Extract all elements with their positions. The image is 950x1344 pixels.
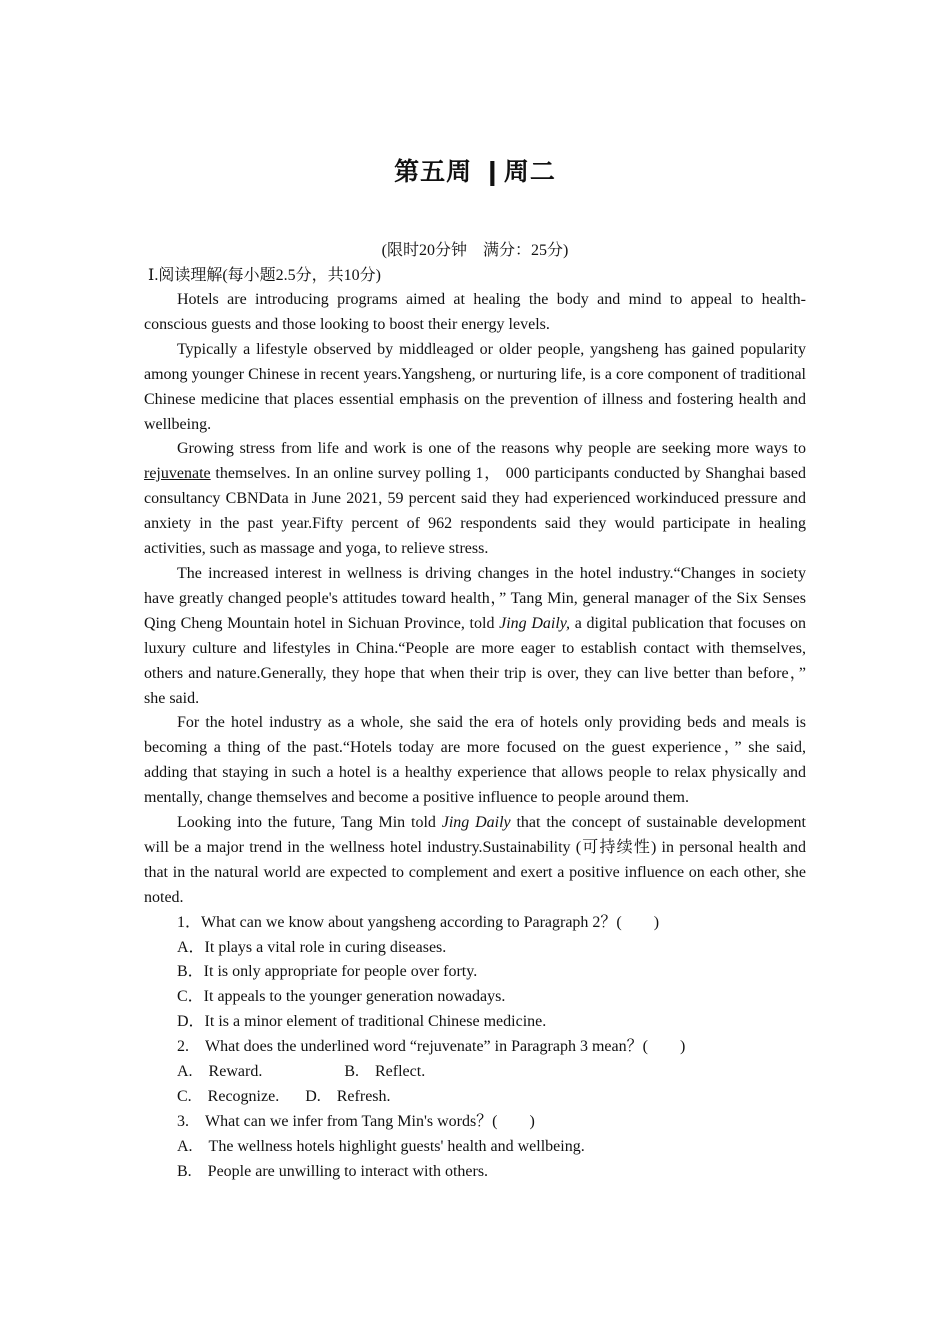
passage-paragraph-5: For the hotel industry as a whole, she said the era of hotels only providing beds and meals is becoming a thing of the past.“Hotels today are more focused on the guest experience，” she said, adding that staying in such a hotel is a healthy experience that allows people to relax physically and mentally, change themselves and become a positive influence to people around them. bbox=[144, 714, 807, 807]
underlined-word: rejuvenate bbox=[144, 465, 211, 483]
passage-paragraph-4 bbox=[144, 562, 806, 711]
publication-name: Jing Daily, bbox=[499, 614, 571, 632]
worksheet-body bbox=[144, 238, 806, 1185]
paragraph-4-text-end: a digital publication that focuses on luxury culture and lifestyles in China.“People are more eager to establish contact with themselves, others and nature.Generally, they hope that when their trip is over, they can live better than before，” she said. bbox=[144, 614, 806, 707]
question-1: 1．What can we know about yangsheng according to Paragraph 2？( ) bbox=[177, 913, 660, 931]
question-2-option-b: B. Reflect. bbox=[344, 1063, 426, 1081]
publication-name: Jing Daily bbox=[441, 814, 511, 832]
paragraph-6-text-start: Looking into the future, Tang Min told bbox=[177, 814, 442, 832]
paragraph-3-text-start: Growing stress from life and work is one of the reasons why people are seeking more ways to bbox=[177, 440, 806, 458]
question-2-option-d: D. Refresh. bbox=[305, 1088, 391, 1105]
question-3-option-b: B. People are unwilling to interact with others. bbox=[177, 1162, 489, 1180]
passage-paragraph-6 bbox=[144, 811, 806, 911]
question-2-option-c: C. Recognize. bbox=[177, 1088, 280, 1105]
passage-paragraph-2: Typically a lifestyle observed by middleaged or older people, yangsheng has gained popularity among younger Chinese in recent years.Yangsheng, or nurturing life, is a core component of traditional Chinese medicine that places essential emphasis on the prevention of illness and fostering health and wellbeing. bbox=[144, 340, 806, 433]
paragraph-3-text-end: themselves. In an online survey polling 1， 000 participants conducted by Shanghai based consultancy CBNData in June 2021, 59 percent said they had experienced workinduced pressure and anxiety in the past year.Fifty percent of 962 respondents said they would participate in healing activities, such as massage and yoga, to relieve stress. bbox=[144, 465, 806, 558]
question-2-options-row-1 bbox=[177, 1060, 806, 1085]
paragraph-4-text-start: The increased interest in wellness is driving changes in the hotel industry.“Changes in society have greatly changed people's attitudes toward health，” Tang Min, general manager of the Six Senses Qing Cheng Mountain hotel in Sichuan Province, told bbox=[144, 564, 806, 632]
question-3: 3. What can we infer from Tang Min's words？( ) bbox=[177, 1112, 535, 1130]
question-2: 2. What does the underlined word “rejuvenate” in Paragraph 3 mean？( ) bbox=[177, 1038, 686, 1056]
question-1-option-b: B．It is only appropriate for people over forty. bbox=[177, 963, 478, 981]
question-1-option-d: D．It is a minor element of traditional Chinese medicine. bbox=[177, 1013, 547, 1031]
page-title: 第五周 ❙周二 bbox=[394, 157, 556, 186]
passage-paragraph-3 bbox=[144, 437, 806, 562]
time-limit: (限时20分钟 满分：25分) bbox=[381, 242, 569, 259]
question-1-option-a: A．It plays a vital role in curing diseases. bbox=[177, 938, 447, 956]
section-heading: Ⅰ.阅读理解(每小题2.5分，共10分) bbox=[148, 267, 381, 284]
question-2-options-row-2 bbox=[177, 1085, 806, 1110]
question-1-option-c: C．It appeals to the younger generation nowadays. bbox=[177, 988, 506, 1006]
paragraph-6-text-end: that the concept of sustainable development will be a major trend in the wellness hotel industry.Sustainability (可持续性) in personal health and that in the natural world are expected to complement and exert a positive influence on each other, she noted. bbox=[144, 814, 807, 906]
question-3-option-a: A. The wellness hotels highlight guests' health and wellbeing. bbox=[177, 1137, 585, 1155]
passage-paragraph-1: Hotels are introducing programs aimed at healing the body and mind to appeal to health-conscious guests and those looking to boost their energy levels. bbox=[144, 291, 806, 333]
question-2-option-a: A. Reward. bbox=[177, 1063, 263, 1081]
